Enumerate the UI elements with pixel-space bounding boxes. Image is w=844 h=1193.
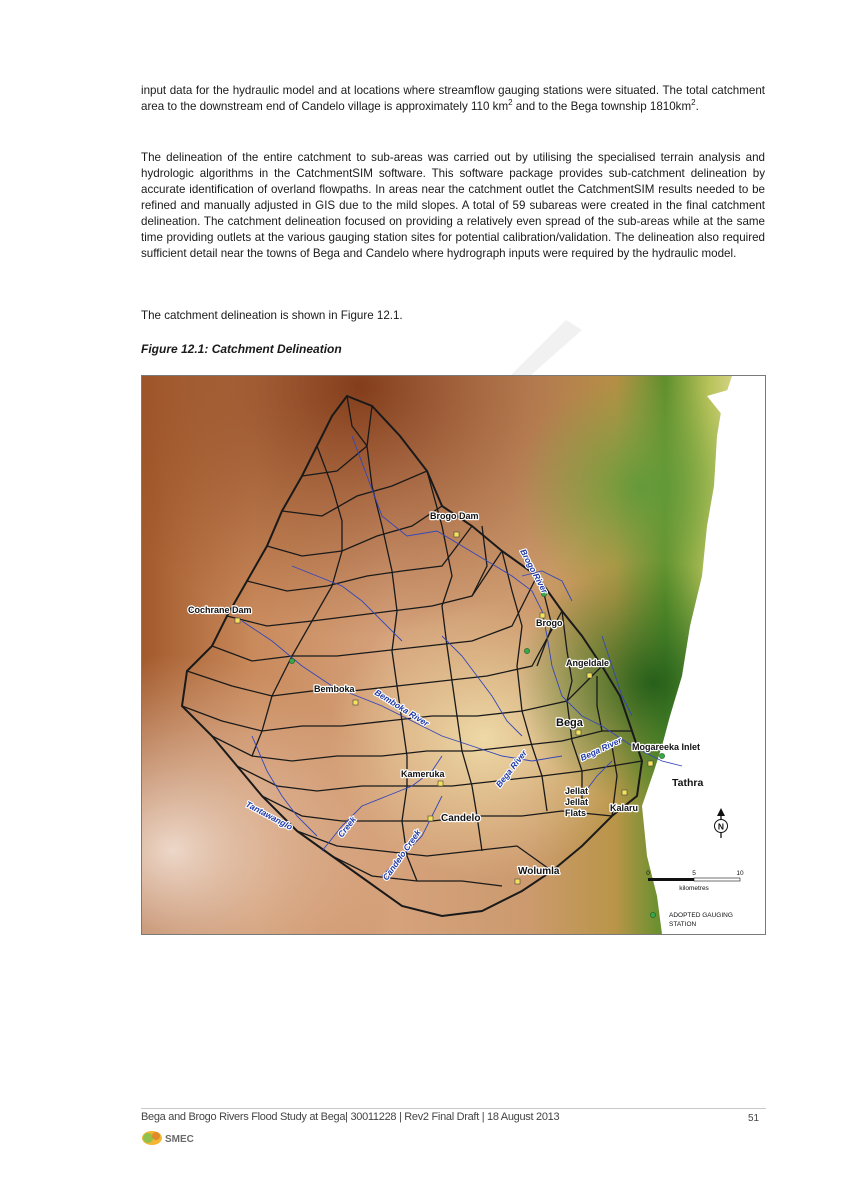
superscript: 2 [691,98,696,108]
scale-tick-10: 10 [736,870,744,877]
label-jellat: Jellat [565,786,589,796]
scale-tick-0: 0 [646,870,650,877]
paragraph-text: . [695,100,699,113]
label-brogo-river: Brogo River [518,547,550,595]
label-creek: Creek [335,814,359,840]
paragraph-catchment-area [141,83,765,115]
paragraph-text: input data for the hydraulic model and at locations where streamflow gauging stations were situated. The total catchment area to the downstream end of Candelo village is approximately 110 km [141,84,765,113]
figure-caption: Figure 12.1: Catchment Delineation [141,342,342,356]
smec-logo [141,1128,211,1146]
label-kameruka: Kameruka [401,769,445,779]
label-mogareeka-inlet: Mogareeka Inlet [632,742,701,752]
paragraph-delineation: The delineation of the entire catchment to sub-areas was carried out by utilising the specialised terrain analysis and hydrologic algorithms in the CatchmentSIM software. This software package provides sub-catchment delineation by accurate identification of overland flowpaths. In areas near the catchment outlet the CatchmentSIM results needed to be refined and manually adjusted in GIS due to the mild slopes. A total of 59 subareas were created in the final catchment delineation. The catchment delineation focused on providing a relatively even spread of the sub-areas while at the same time providing outlets at the various gauging station sites for potential calibration/validation. The delineation also required sufficient detail near the towns of Bega and Candelo where hydrograph inputs were required by the hydraulic model. [141,151,765,260]
logo-text: SMEC [165,1134,194,1145]
legend-line-2: STATION [669,921,697,928]
label-candelo: Candelo [441,813,481,824]
label-wolumla: Wolumla [518,866,560,877]
footer-text: Bega and Brogo Rivers Flood Study at Bega| 30011228 | Rev2 Final Draft | 18 August 2013 [141,1111,560,1123]
label-bega-river-lower: Bega River [578,734,624,763]
paragraph-figure-reference: The catchment delineation is shown in Figure 12.1. [141,309,403,322]
page-number: 51 [748,1113,760,1124]
label-angeldale: Angeldale [566,658,610,668]
label-cochrane-dam: Cochrane Dam [188,605,252,615]
catchment-map [141,375,766,935]
label-tantawanglo: Tantawanglo [244,798,295,833]
label-brogo: Brogo [536,618,563,628]
label-bega-river-upper: Bega River [493,748,529,790]
scale-tick-5: 5 [692,870,696,877]
legend-line-1: ADOPTED GAUGING [669,912,733,919]
label-brogo-dam: Brogo Dam [430,511,479,521]
scale-unit: kilometres [679,885,709,892]
label-tathra: Tathra [672,777,704,789]
catchment-map-graphic [142,376,765,934]
label-flats: Flats [565,808,587,818]
gauging-station-icon [650,912,655,917]
superscript: 2 [508,98,513,108]
footer-divider [141,1108,766,1109]
label-bemboka-river: Bemboka River [372,687,431,729]
label-candelo-creek: Candelo Creek [380,827,423,883]
label-bega: Bega [556,717,583,729]
north-label: N [717,821,725,832]
label-bemboka: Bemboka [314,684,355,694]
paragraph-text: and to the Bega township 1810km [512,100,692,113]
label-jellat-2: Jellat [565,797,589,807]
label-kalaru: Kalaru [610,803,639,813]
